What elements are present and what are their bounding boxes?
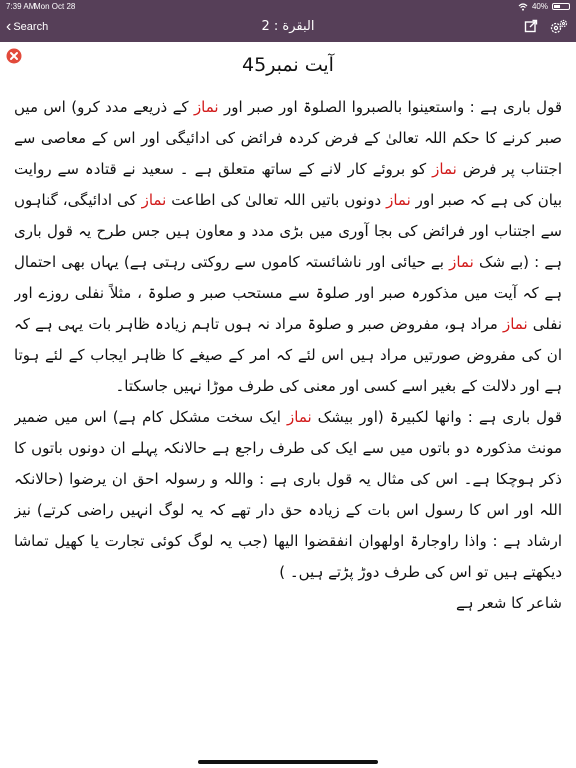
text-segment: قول باری ہے : وانھا لکبیرۃ (اور بیشک — [311, 408, 562, 426]
keyword-highlight: نماز — [449, 253, 474, 271]
tafsir-paragraph — [14, 588, 562, 619]
keyword-highlight: نماز — [141, 191, 167, 209]
text-segment: دونوں باتیں اللہ تعالیٰ کی اطاعت — [166, 191, 387, 209]
status-date: Mon Oct 28 — [34, 2, 76, 11]
keyword-highlight: نماز — [386, 191, 411, 209]
chevron-left-icon: ‹ — [6, 18, 12, 35]
wifi-icon — [518, 3, 528, 11]
back-button-label: Search — [13, 21, 49, 33]
tafsir-content — [14, 92, 562, 764]
home-indicator — [198, 760, 378, 764]
text-segment: کو بروئے کار لانے کے ساتھ متعلق ہے ۔ سعید نے قتادہ سے روایت بیان کی ہے کہ صبر اور — [14, 160, 562, 209]
keyword-highlight: نماز — [287, 408, 312, 426]
ayah-heading: آیت نمبر45 — [242, 54, 334, 76]
status-right — [518, 2, 570, 11]
text-segment: شاعر کا شعر ہے — [455, 594, 562, 612]
share-icon[interactable] — [524, 19, 538, 33]
text-segment: قول باری ہے : واستعینوا بالصبروا الصلوۃ اور صبر اور — [218, 98, 562, 116]
keyword-highlight: نماز — [432, 160, 457, 178]
text-segment: ایک سخت مشکل کام ہے) اس میں ضمیر مونث مذکورہ دو باتوں میں سے ایک کی طرف راجع ہے حالانکہ پہلے ان دونوں باتوں کا ذکر ہوچکا ہے۔ اس کی مثال یہ قول باری ہے : واللہ و رسولہ احق ان یرضوا (حالانکہ اللہ اور اس کا رسول اس بات کے زیادہ حق دار تھے کہ یہ لوگ انہیں راضی کرتے) نیز ارشاد ہے : واذا راوجارۃ اولھوان انفقضوا الیھا (جب یہ لوگ کوئی تجارت یا کھیل تماشا دیکھتے ہیں تو اس کی طرف دوڑ پڑتے ہیں۔ ) — [14, 408, 562, 581]
tafsir-paragraph — [14, 402, 562, 588]
battery-fill — [554, 5, 560, 8]
text-segment: مراد ہو، مفروض صبر و صلوۃ مراد نہ ہوں تاہم زیادہ ظاہر بات یہی ہے کہ ان کی مفروض صورتیں مراد ہیں اس لئے کہ امر کے صیغے کا ظاہر ایجاب کے لئے ہوتا ہے اور دلالت کے بغیر اسے کسی اور معنی کی طرف موڑا نہیں جاسکتا۔ — [14, 315, 562, 395]
text-segment: کے ذریعے مدد کرو) اس میں صبر کرنے کا حکم اللہ تعالیٰ کے فرض کردہ فرائض کی ادائیگی اور اس کے معاصی سے اجتناب پر فرض — [14, 98, 562, 178]
status-time: 7:39 AM — [6, 2, 36, 11]
text-segment: بے حیائی اور ناشائستہ کاموں سے روکتی رہتی ہے) یہاں بھی احتمال ہے کہ آیت میں مذکورہ صبر اور صلوۃ سے مستحب صبر و صلوۃ ، مثلاً نفلی روزے اور نفلی — [14, 253, 562, 333]
status-bar — [0, 0, 576, 14]
battery-percent: 40% — [531, 2, 548, 11]
keyword-highlight: نماز — [193, 98, 219, 116]
nav-actions — [524, 19, 568, 35]
keyword-highlight: نماز — [502, 315, 528, 333]
nav-bar — [0, 14, 576, 42]
battery-icon — [552, 3, 570, 10]
page-title: البقرة : 2 — [261, 19, 315, 34]
settings-icon[interactable] — [550, 19, 568, 35]
text-segment: کی ادائیگی، گناہوں سے اجتناب اور فرائض کی بجا آوری میں بڑی مدد و معاون ہیں جس طرح یہ قول باری ہے : (بے شک — [14, 191, 562, 271]
tafsir-paragraph — [14, 92, 562, 402]
